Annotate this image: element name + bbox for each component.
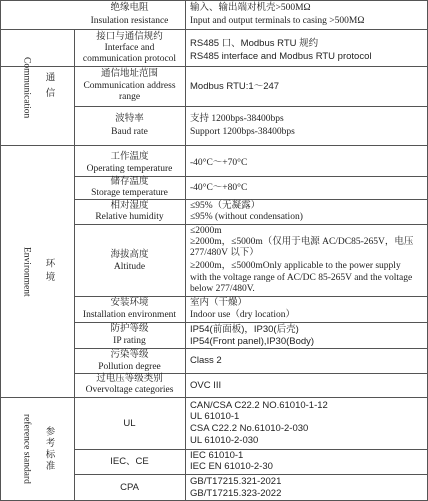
environment-group-zh-cell (38, 146, 58, 397)
environment-group-en: Environment (21, 246, 32, 297)
communication-group-zh-cell (38, 30, 58, 145)
interface-label-en-2: communication protocol (82, 54, 177, 64)
humidity-value-en: ≤95% (without condensation) (190, 212, 303, 222)
install-label-en: Installation environment (82, 310, 177, 320)
altitude-label-zh: 海拔高度 (110, 250, 149, 260)
row-divider (74, 199, 428, 200)
ul-label: UL (123, 418, 136, 429)
communication-group-en-cell (16, 30, 36, 145)
col-divider (185, 0, 186, 501)
pollution-value: Class 2 (190, 355, 222, 366)
altitude-line-4: ≥2000m，≤5000mOnly applicable to the power supply (190, 261, 401, 271)
address-label-en-2: range (118, 92, 141, 102)
address-label-zh: 通信地址范围 (100, 69, 158, 79)
altitude-line-5: with the voltage range of AC/DC 85-265V and the voltage (190, 273, 413, 283)
altitude-line-3: 277/480V 以下） (190, 248, 259, 258)
communication-group-en: Communication (21, 56, 32, 119)
row-divider (74, 106, 428, 107)
protection-value-en: IP54(Front panel),IP30(Body) (190, 336, 315, 347)
insulation-value-en: Input and output terminals to casing >500MΩ (190, 16, 365, 26)
row-divider (0, 145, 428, 146)
address-value: Modbus RTU:1～247 (190, 81, 280, 92)
st-temp-label-en: Storage temperature (91, 188, 168, 198)
row-divider (74, 296, 428, 297)
reference-group-zh-cell (38, 398, 58, 500)
row-divider (74, 224, 428, 225)
iec-label: IEC、CE (110, 456, 149, 467)
address-label-en-1: Communication address (83, 81, 176, 91)
iec-value-2: IEC EN 61010-2-30 (190, 461, 273, 472)
baud-value-zh: 支持 1200bps-38400bps (190, 114, 284, 124)
row-divider (74, 474, 428, 475)
cpa-value-2: GB/T17215.323-2022 (190, 488, 282, 499)
overvoltage-value: OVC III (190, 380, 222, 391)
pollution-label-zh: 污染等级 (110, 350, 149, 360)
ul-value-1: CAN/CSA C22.2 NO.61010-1-12 (190, 400, 328, 411)
st-temp-value: -40°C～+80°C (190, 183, 248, 193)
install-label-zh: 安装环境 (110, 298, 149, 308)
altitude-line-2: ≥2000m，≤5000m（仅用于电源 AC/DC85-265V，电压 (190, 237, 414, 247)
altitude-label-en: Altitude (113, 262, 146, 272)
col-divider (0, 0, 1, 501)
interface-label-en-1: Interface and (104, 43, 155, 53)
reference-group-en: reference standard (21, 414, 32, 484)
row-divider (0, 29, 428, 30)
cpa-label: CPA (120, 482, 139, 493)
row-divider (74, 449, 428, 450)
interface-value-en: RS485 interface and Modbus RTU protocol (190, 51, 372, 62)
cpa-value-1: GB/T17215.321-2021 (190, 476, 282, 487)
install-value-en: Indoor use（dry location） (190, 310, 296, 320)
protection-label-zh: 防护等级 (110, 324, 149, 334)
insulation-value-zh: 输入、输出端对机壳>500MΩ (190, 3, 311, 13)
op-temp-value: -40°C～+70°C (190, 158, 248, 168)
ul-value-4: UL 61010-2-030 (190, 435, 259, 446)
insulation-label-en: Insulation resistance (90, 16, 169, 26)
humidity-label-zh: 相对湿度 (110, 201, 149, 211)
altitude-line-1: ≤2000m (190, 226, 222, 236)
interface-label-zh: 接口与通信规约 (96, 32, 163, 42)
protection-label-en: IP rating (113, 336, 146, 346)
overvoltage-label-en: Overvoltage categories (85, 385, 174, 395)
iec-value-1: IEC 61010-1 (190, 450, 244, 461)
overvoltage-label-zh: 过电压等级类别 (96, 374, 163, 384)
row-divider (0, 397, 428, 398)
st-temp-label-zh: 储存温度 (110, 177, 149, 187)
row-divider (74, 322, 428, 323)
install-value-zh: 室内（干燥） (190, 298, 248, 308)
environment-group-zh: 环境 (43, 258, 54, 285)
humidity-value-zh: ≤95%（无凝露） (190, 201, 261, 211)
row-divider (0, 66, 428, 67)
humidity-label-en: Relative humidity (95, 212, 164, 222)
baud-label-en: Baud rate (111, 127, 148, 137)
protection-value-zh: IP54(前面板)，IP30(后壳) (190, 324, 299, 335)
row-divider (74, 348, 428, 349)
baud-label-zh: 波特率 (115, 114, 144, 124)
pollution-label-en: Pollution degree (98, 362, 161, 372)
baud-value-en: Support 1200bps-38400bps (190, 127, 295, 137)
interface-value-zh: RS485 口、Modbus RTU 规约 (190, 38, 319, 49)
altitude-line-6: below 277/480V. (190, 284, 255, 294)
row-divider (0, 0, 428, 1)
reference-group-zh: 参考标准 (43, 426, 54, 472)
op-temp-label-zh: 工作温度 (110, 152, 149, 162)
communication-group-zh: 通信 (43, 72, 54, 103)
reference-group-en-cell (16, 398, 36, 500)
environment-group-en-cell (16, 146, 36, 397)
ul-value-3: CSA C22.2 No.61010-2-030 (190, 423, 309, 434)
op-temp-label-en: Operating temperature (86, 164, 173, 174)
insulation-label-zh: 绝缘电阻 (110, 3, 149, 13)
ul-value-2: UL 61010-1 (190, 411, 240, 422)
